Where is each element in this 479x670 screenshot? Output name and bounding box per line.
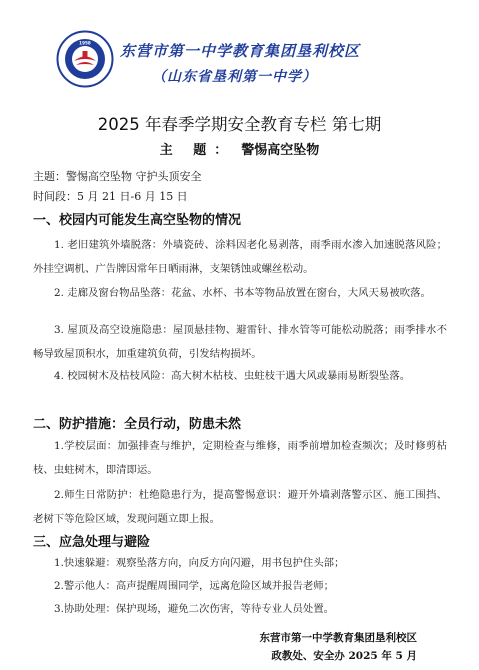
section-3-item-1: 1.快速躲避：观察坠落方向，向反方向闪避，用书包护住头部； xyxy=(54,557,345,569)
subtitle-text: 警惕高空坠物 xyxy=(241,143,320,158)
section-3-item-2: 2.警示他人：高声提醒周围同学，远离危险区域并报告老师； xyxy=(54,580,335,592)
section-2-heading: 二、防护措施：全员行动，防患未然 xyxy=(33,417,242,432)
school-header xyxy=(56,30,436,90)
section-1-item-2: 2. 走廊及窗台物品坠落：花盆、水杯、书本等物品放置在窗台，大风天易被吹落。 xyxy=(54,287,431,299)
section-1-item-1: 1. 老旧建筑外墙脱落：外墙瓷砖、涂料因老化易剥落，雨季雨水渗入加速脱落风险；外挂空调机、广告牌因常年日晒雨淋，支架锈蚀或螺丝松动。 xyxy=(33,239,447,275)
subtitle xyxy=(0,139,479,158)
section-3-item-3: 3.协助处理：保护现场，避免二次伤害，等待专业人员处置。 xyxy=(54,603,335,615)
period-line: 时间段：5 月 21 日-6 月 15 日 xyxy=(33,190,188,203)
section-3-heading: 三、应急处理与避险 xyxy=(33,535,151,550)
theme-line: 主题：警惕高空坠物 守护头顶安全 xyxy=(33,170,202,183)
footer-org: 东营市第一中学教育集团垦利校区 xyxy=(259,632,417,644)
school-name: 东营市第一中学教育集团垦利校区 xyxy=(120,42,361,60)
subtitle-label: 主 题： xyxy=(159,143,236,158)
section-1-heading: 一、校园内可能发生高空坠物的情况 xyxy=(33,213,242,228)
logo-year-text: 1958 xyxy=(79,40,91,46)
page-title: 2025 年春季学期安全教育专栏 第七期 xyxy=(97,115,382,134)
section-2-item-1: 1.学校层面：加强排查与维护，定期检查与维修，雨季前增加检查频次；及时修剪枯枝、虫蛀树木，即清即运。 xyxy=(33,440,447,476)
section-1-item-4: 4. 校园树木及枯枝风险：高大树木枯枝、虫蛀枝干遇大风或暴雨易断裂坠落。 xyxy=(54,370,411,382)
section-2-item-2: 2.师生日常防护：杜绝隐患行为，提高警惕意识：避开外墙剥落警示区、施工围挡、老树下等危险区域，发现问题立即上报。 xyxy=(33,489,447,525)
section-1-item-3: 3. 屋顶及高空设施隐患：屋顶悬挂物、避雷针、排水管等可能松动脱落；雨季排水不畅导致屋顶积水，加重建筑负荷，引发结构损坏。 xyxy=(33,324,447,360)
footer-dept-date: 政教处、安全办 2025 年 5 月 xyxy=(271,650,417,662)
school-alt-name: （山东省垦利第一中学） xyxy=(152,69,317,85)
school-logo-icon xyxy=(56,30,114,88)
